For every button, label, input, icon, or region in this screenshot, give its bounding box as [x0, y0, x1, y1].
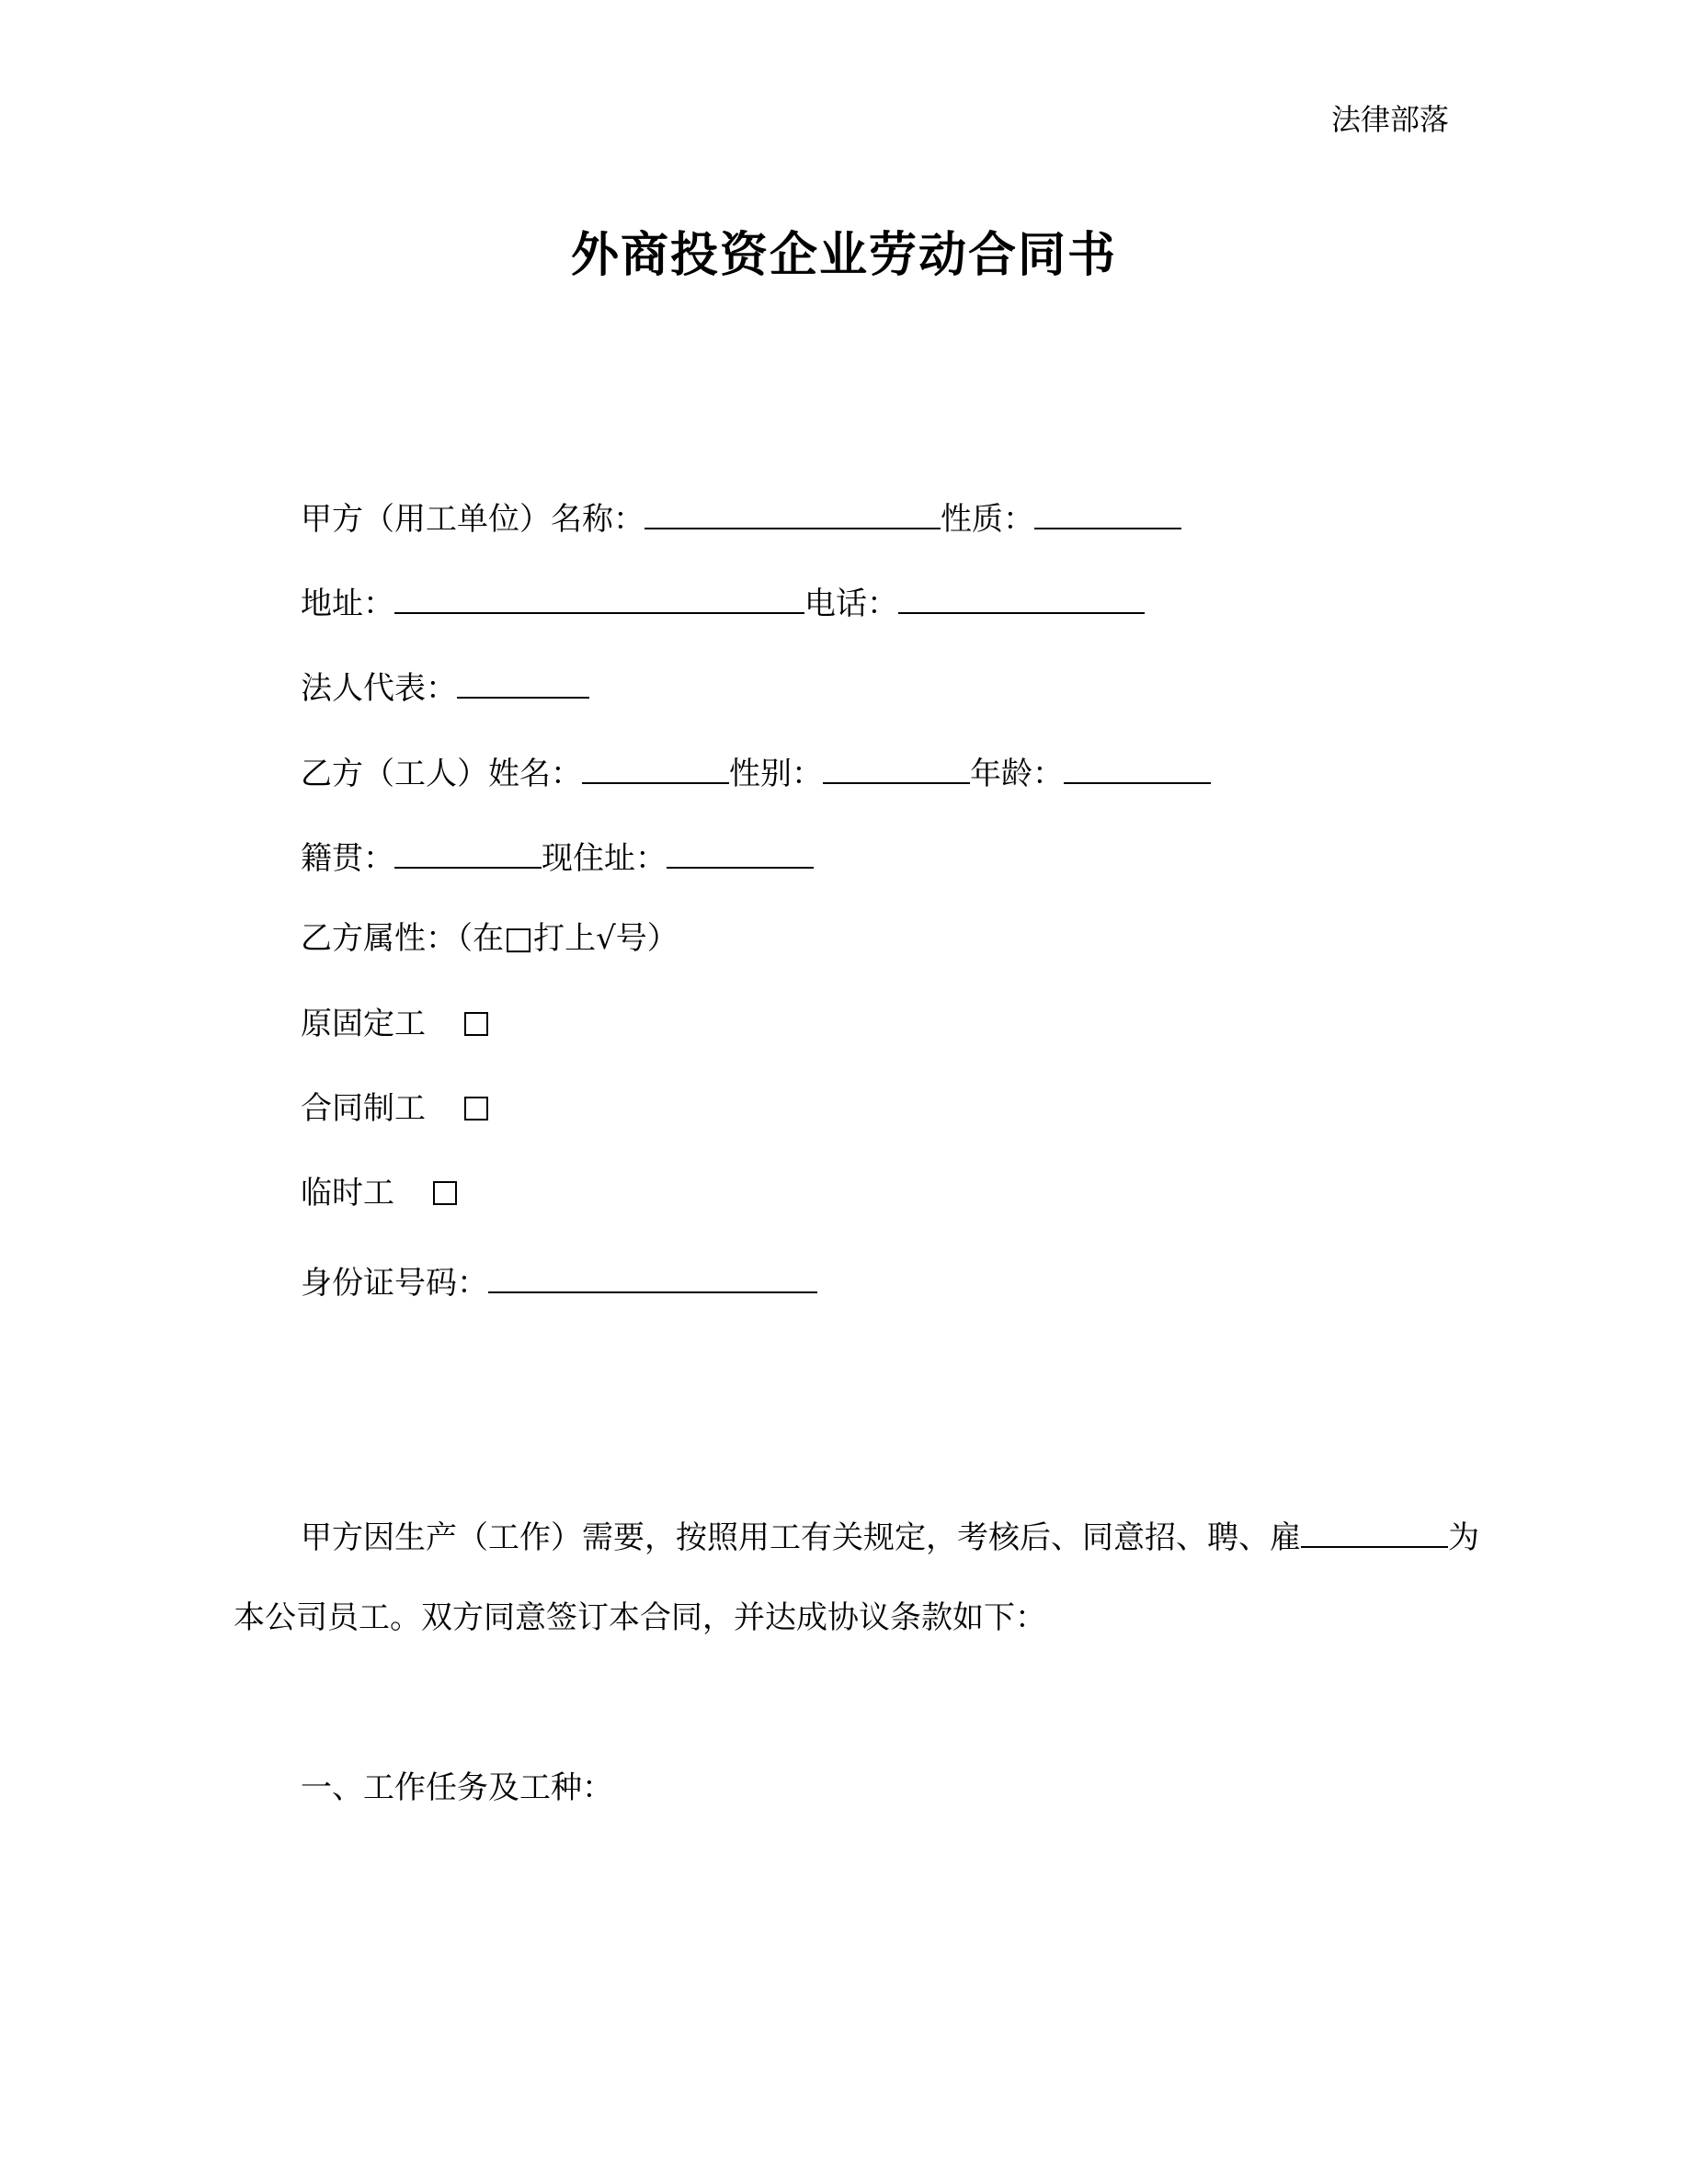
party-b-age-label: 年龄： [970, 756, 1064, 792]
party-a-name-row [301, 496, 1181, 539]
party-b-origin-row [301, 836, 814, 878]
party-a-nature-label: 性质： [941, 501, 1034, 538]
party-b-age-field[interactable] [1064, 751, 1211, 784]
employee-name-field[interactable] [1301, 1515, 1448, 1548]
party-b-name-label: 乙方（工人）姓名： [301, 756, 582, 792]
option-checkbox[interactable] [464, 1097, 488, 1120]
party-a-legal-rep-label: 法人代表： [301, 670, 457, 707]
party-a-address-row [301, 581, 1145, 623]
party-a-address-field[interactable] [394, 581, 804, 614]
option-label: 合同制工 [301, 1090, 426, 1127]
intro-line-2: 本公司员工。双方同意签订本合同，并达成协议条款如下： [234, 1599, 1046, 1636]
party-a-address-label: 地址： [301, 586, 394, 622]
party-a-legal-rep-field[interactable] [457, 665, 589, 699]
party-a-legal-rep-row [301, 665, 589, 708]
party-b-name-row [301, 751, 1211, 793]
party-a-phone-label: 电话： [804, 586, 898, 622]
party-b-gender-field[interactable] [823, 751, 970, 784]
party-a-phone-field[interactable] [898, 581, 1145, 614]
party-b-attribute-label: 乙方属性：（在□打上√号） [301, 920, 679, 957]
option-checkbox[interactable] [433, 1181, 457, 1205]
party-a-name-field[interactable] [644, 496, 941, 529]
party-b-current-address-field[interactable] [667, 836, 814, 869]
option-row [301, 1090, 488, 1128]
party-b-id-field[interactable] [488, 1260, 817, 1293]
intro-line-1 [301, 1515, 1479, 1557]
party-b-id-label: 身份证号码： [301, 1265, 488, 1302]
option-label: 原固定工 [301, 1006, 426, 1042]
party-b-origin-label: 籍贯： [301, 840, 394, 877]
document-title: 外商投资企业劳动合同书 [570, 227, 1117, 283]
party-b-attribute-row [301, 920, 679, 958]
party-b-current-address-label: 现住址： [542, 840, 667, 877]
section-1-heading: 一、工作任务及工种： [301, 1769, 613, 1806]
option-checkbox[interactable] [464, 1012, 488, 1036]
header-mark: 法律部落 [1331, 102, 1450, 137]
party-b-id-row [301, 1260, 817, 1302]
option-row [301, 1175, 457, 1212]
party-a-nature-field[interactable] [1034, 496, 1181, 529]
party-b-origin-field[interactable] [394, 836, 542, 869]
option-label: 临时工 [301, 1175, 394, 1211]
party-a-name-label: 甲方（用工单位）名称： [301, 501, 644, 538]
option-row [301, 1006, 488, 1043]
party-b-gender-label: 性别： [729, 756, 823, 792]
party-b-name-field[interactable] [582, 751, 729, 784]
intro-line-1-suffix: 为 [1448, 1519, 1479, 1556]
intro-line-1-text: 甲方因生产（工作）需要，按照用工有关规定，考核后、同意招、聘、雇 [301, 1519, 1301, 1556]
